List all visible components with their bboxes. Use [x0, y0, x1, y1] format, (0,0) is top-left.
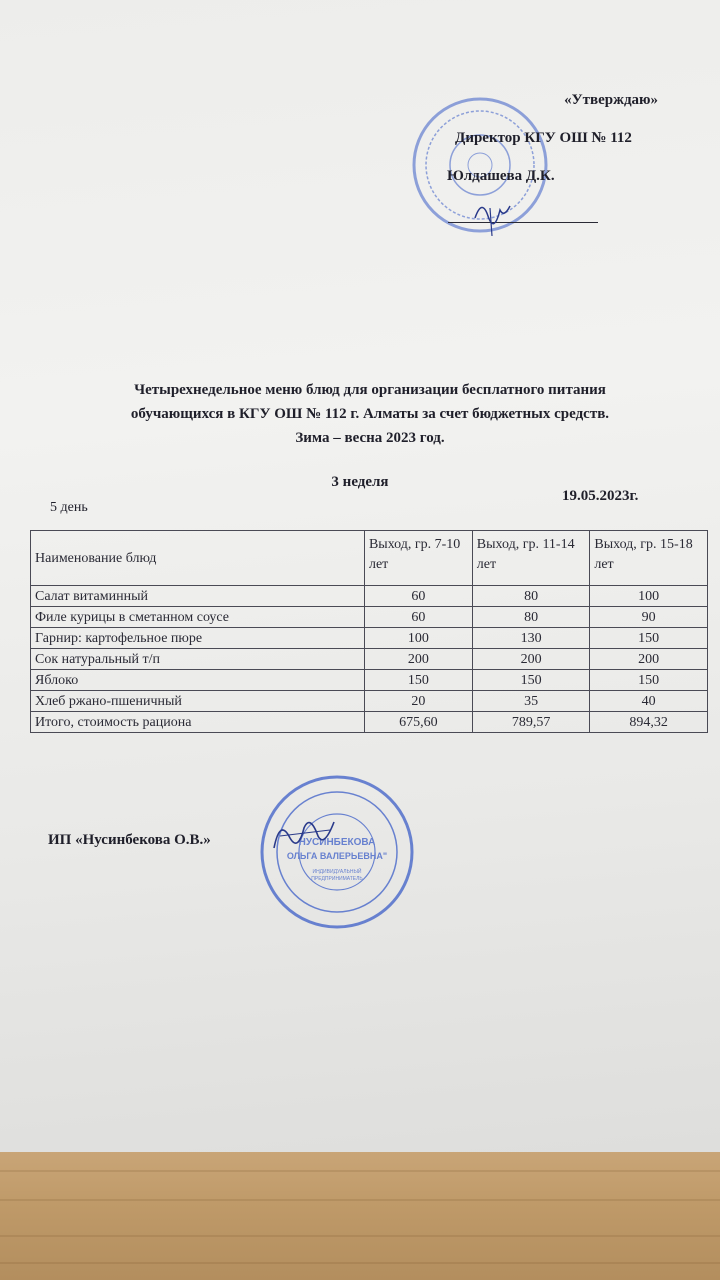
dish-name: Гарнир: картофельное пюре [31, 628, 365, 649]
portion-15-18: 150 [590, 628, 708, 649]
portion-7-10: 60 [364, 607, 472, 628]
portion-11-14: 80 [472, 607, 590, 628]
title-line-3: Зима – весна 2023 год. [295, 430, 445, 446]
portion-11-14: 80 [472, 586, 590, 607]
date-label: 19.05.2023г. [562, 488, 639, 504]
header-dish-name: Наименование блюд [31, 531, 365, 586]
approve-label: «Утверждаю» [564, 92, 658, 108]
total-cost-11-14: 789,57 [472, 712, 590, 733]
header-age-11-14: Выход, гр. 11-14 лет [472, 531, 590, 586]
dish-name: Сок натуральный т/п [31, 649, 365, 670]
portion-15-18: 150 [590, 670, 708, 691]
header-age-15-18: Выход, гр. 15-18 лет [590, 531, 708, 586]
week-label: 3 неделя [331, 474, 389, 490]
stamp-sub-line2: ПРЕДПРИНИМАТЕЛЬ [311, 876, 363, 882]
portion-7-10: 100 [364, 628, 472, 649]
dish-name: Салат витаминный [31, 586, 365, 607]
director-title: Директор КГУ ОШ № 112 [455, 130, 632, 146]
stamp-name-line1: НУСИНБЕКОВА [298, 837, 376, 848]
header-age-7-10: Выход, гр. 7-10 лет [364, 531, 472, 586]
portion-15-18: 200 [590, 649, 708, 670]
portion-7-10: 150 [364, 670, 472, 691]
portion-11-14: 200 [472, 649, 590, 670]
table-total-row [31, 712, 708, 733]
stamp-name-line2: ОЛЬГА ВАЛЕРЬЕВНА" [286, 851, 388, 861]
table-row [31, 691, 708, 712]
day-label: 5 день [50, 500, 88, 515]
portion-7-10: 20 [364, 691, 472, 712]
portion-15-18: 100 [590, 586, 708, 607]
dish-name: Филе курицы в сметанном соусе [31, 607, 365, 628]
dish-name: Хлеб ржано-пшеничный [31, 691, 365, 712]
total-label: Итого, стоимость рациона [31, 712, 365, 733]
portion-11-14: 130 [472, 628, 590, 649]
table-row [31, 649, 708, 670]
stamp-sub-line1: ИНДИВИДУАЛЬНЫЙ [312, 869, 362, 875]
title-line-1: Четырехнедельное меню блюд для организации бесплатного питания [134, 382, 606, 398]
menu-table [30, 530, 708, 733]
supplier-signature [270, 808, 340, 858]
document-title [40, 378, 700, 450]
portion-11-14: 150 [472, 670, 590, 691]
portion-15-18: 40 [590, 691, 708, 712]
portion-7-10: 60 [364, 586, 472, 607]
wooden-table [0, 1152, 720, 1280]
director-signature [470, 188, 520, 238]
table-row [31, 670, 708, 691]
dish-name: Яблоко [31, 670, 365, 691]
table-header-row [31, 531, 708, 586]
portion-11-14: 35 [472, 691, 590, 712]
table-row [31, 607, 708, 628]
table-row [31, 586, 708, 607]
supplier-name: ИП «Нусинбекова О.В.» [48, 832, 211, 848]
total-cost-7-10: 675,60 [364, 712, 472, 733]
portion-7-10: 200 [364, 649, 472, 670]
title-line-2: обучающихся в КГУ ОШ № 112 г. Алматы за счет бюджетных средств. [130, 406, 610, 422]
portion-15-18: 90 [590, 607, 708, 628]
director-name: Юлдашева Д.К. [447, 168, 555, 184]
table-row [31, 628, 708, 649]
total-cost-15-18: 894,32 [590, 712, 708, 733]
